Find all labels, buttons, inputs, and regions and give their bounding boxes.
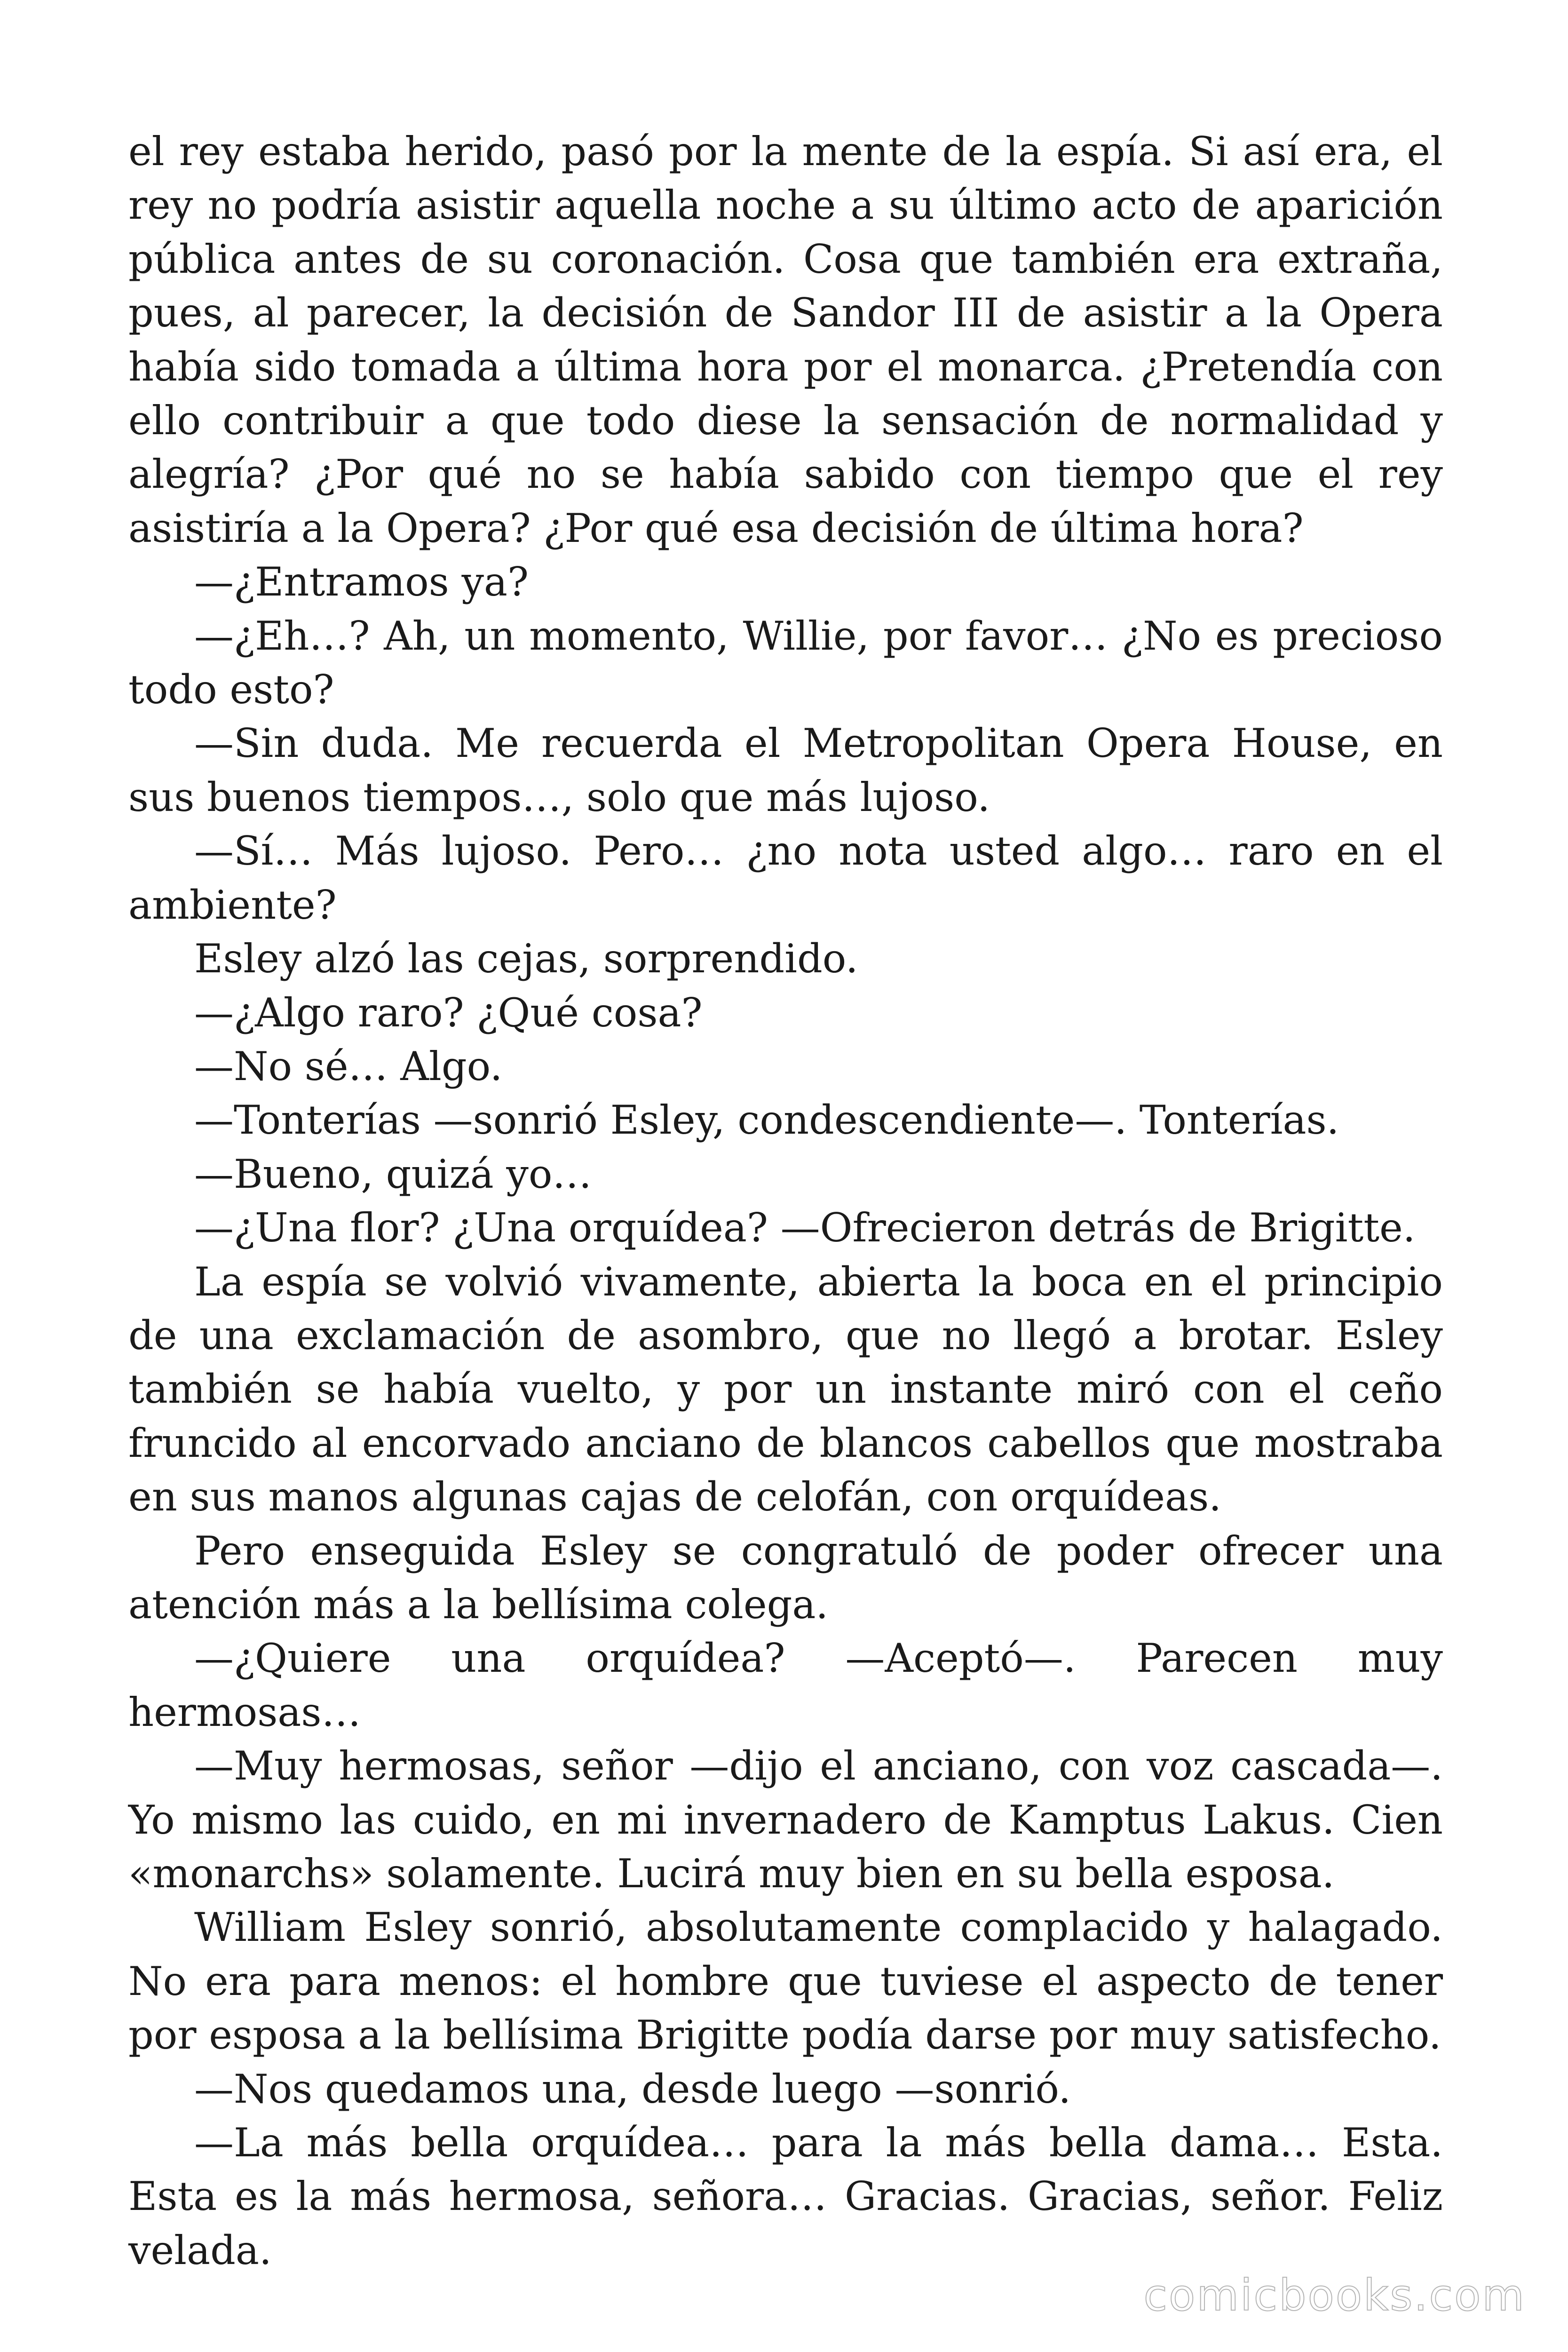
paragraph: —Sin duda. Me recuerda el Metropolitan Opera House, en sus buenos tiempos…, solo que más lujoso.: [128, 720, 1443, 820]
page-body: [128, 125, 1443, 2277]
paragraph: —Muy hermosas, señor —dijo el anciano, con voz cascada—. Yo mismo las cuido, en mi invernadero de Kamptus Lakus. Cien «monarchs» solamente. Lucirá muy bien en su bella esposa.: [128, 1743, 1443, 1897]
paragraph: Pero enseguida Esley se congratuló de poder ofrecer una atención más a la bellísima colega.: [128, 1527, 1443, 1628]
paragraph: —Sí… Más lujoso. Pero… ¿no nota usted algo… raro en el ambiente?: [128, 828, 1443, 928]
paragraph: —¿Eh…? Ah, un momento, Willie, por favor… ¿No es precioso todo esto?: [128, 612, 1443, 713]
paragraph: —No sé… Algo.: [194, 1043, 503, 1089]
paragraph: La espía se volvió vivamente, abierta la boca en el principio de una exclamación de asombro, que no llegó a brotar. Esley también se había vuelto, y por un instante miró con el ceño fruncido al encorvado anciano de blancos cabellos que mostraba en sus manos algunas cajas de celofán, con orquídeas.: [128, 1258, 1443, 1520]
paragraph: —Bueno, quizá yo…: [194, 1151, 592, 1197]
paragraph: —¿Una flor? ¿Una orquídea? —Ofrecieron detrás de Brigitte.: [194, 1205, 1416, 1251]
paragraph: —La más bella orquídea… para la más bella dama… Esta. Esta es la más hermosa, señora… Gracias. Gracias, señor. Feliz velada.: [128, 2120, 1443, 2273]
paragraph: —¿Quiere una orquídea? —Aceptó—. Parecen muy hermosas…: [128, 1635, 1443, 1735]
paragraph: William Esley sonrió, absolutamente complacido y halagado. No era para menos: el hombre que tuviese el aspecto de tener por esposa a la bellísima Brigitte podía darse por muy satisfecho.: [128, 1904, 1443, 2058]
paragraph: Esley alzó las cejas, sorprendido.: [194, 936, 858, 982]
paragraph: —¿Algo raro? ¿Qué cosa?: [194, 989, 703, 1036]
paragraph: —Nos quedamos una, desde luego —sonrió.: [194, 2066, 1071, 2112]
paragraph: el rey estaba herido, pasó por la mente de la espía. Si así era, el rey no podría asistir aquella noche a su último acto de aparición pública antes de su coronación. Cosa que también era extraña, pues, al parecer, la decisión de Sandor III de asistir a la Opera había sido tomada a última hora por el monarca. ¿Pretendía con ello contribuir a que todo diese la sensación de normalidad y alegría? ¿Por qué no se había sabido con tiempo que el rey asistiría a la Opera? ¿Por qué esa decisión de última hora?: [128, 128, 1443, 551]
watermark: comicbooks.com: [1143, 2270, 1526, 2320]
paragraph: —Tonterías —sonrió Esley, condescendiente—. Tonterías.: [194, 1097, 1339, 1144]
paragraph: —¿Entramos ya?: [194, 559, 529, 605]
